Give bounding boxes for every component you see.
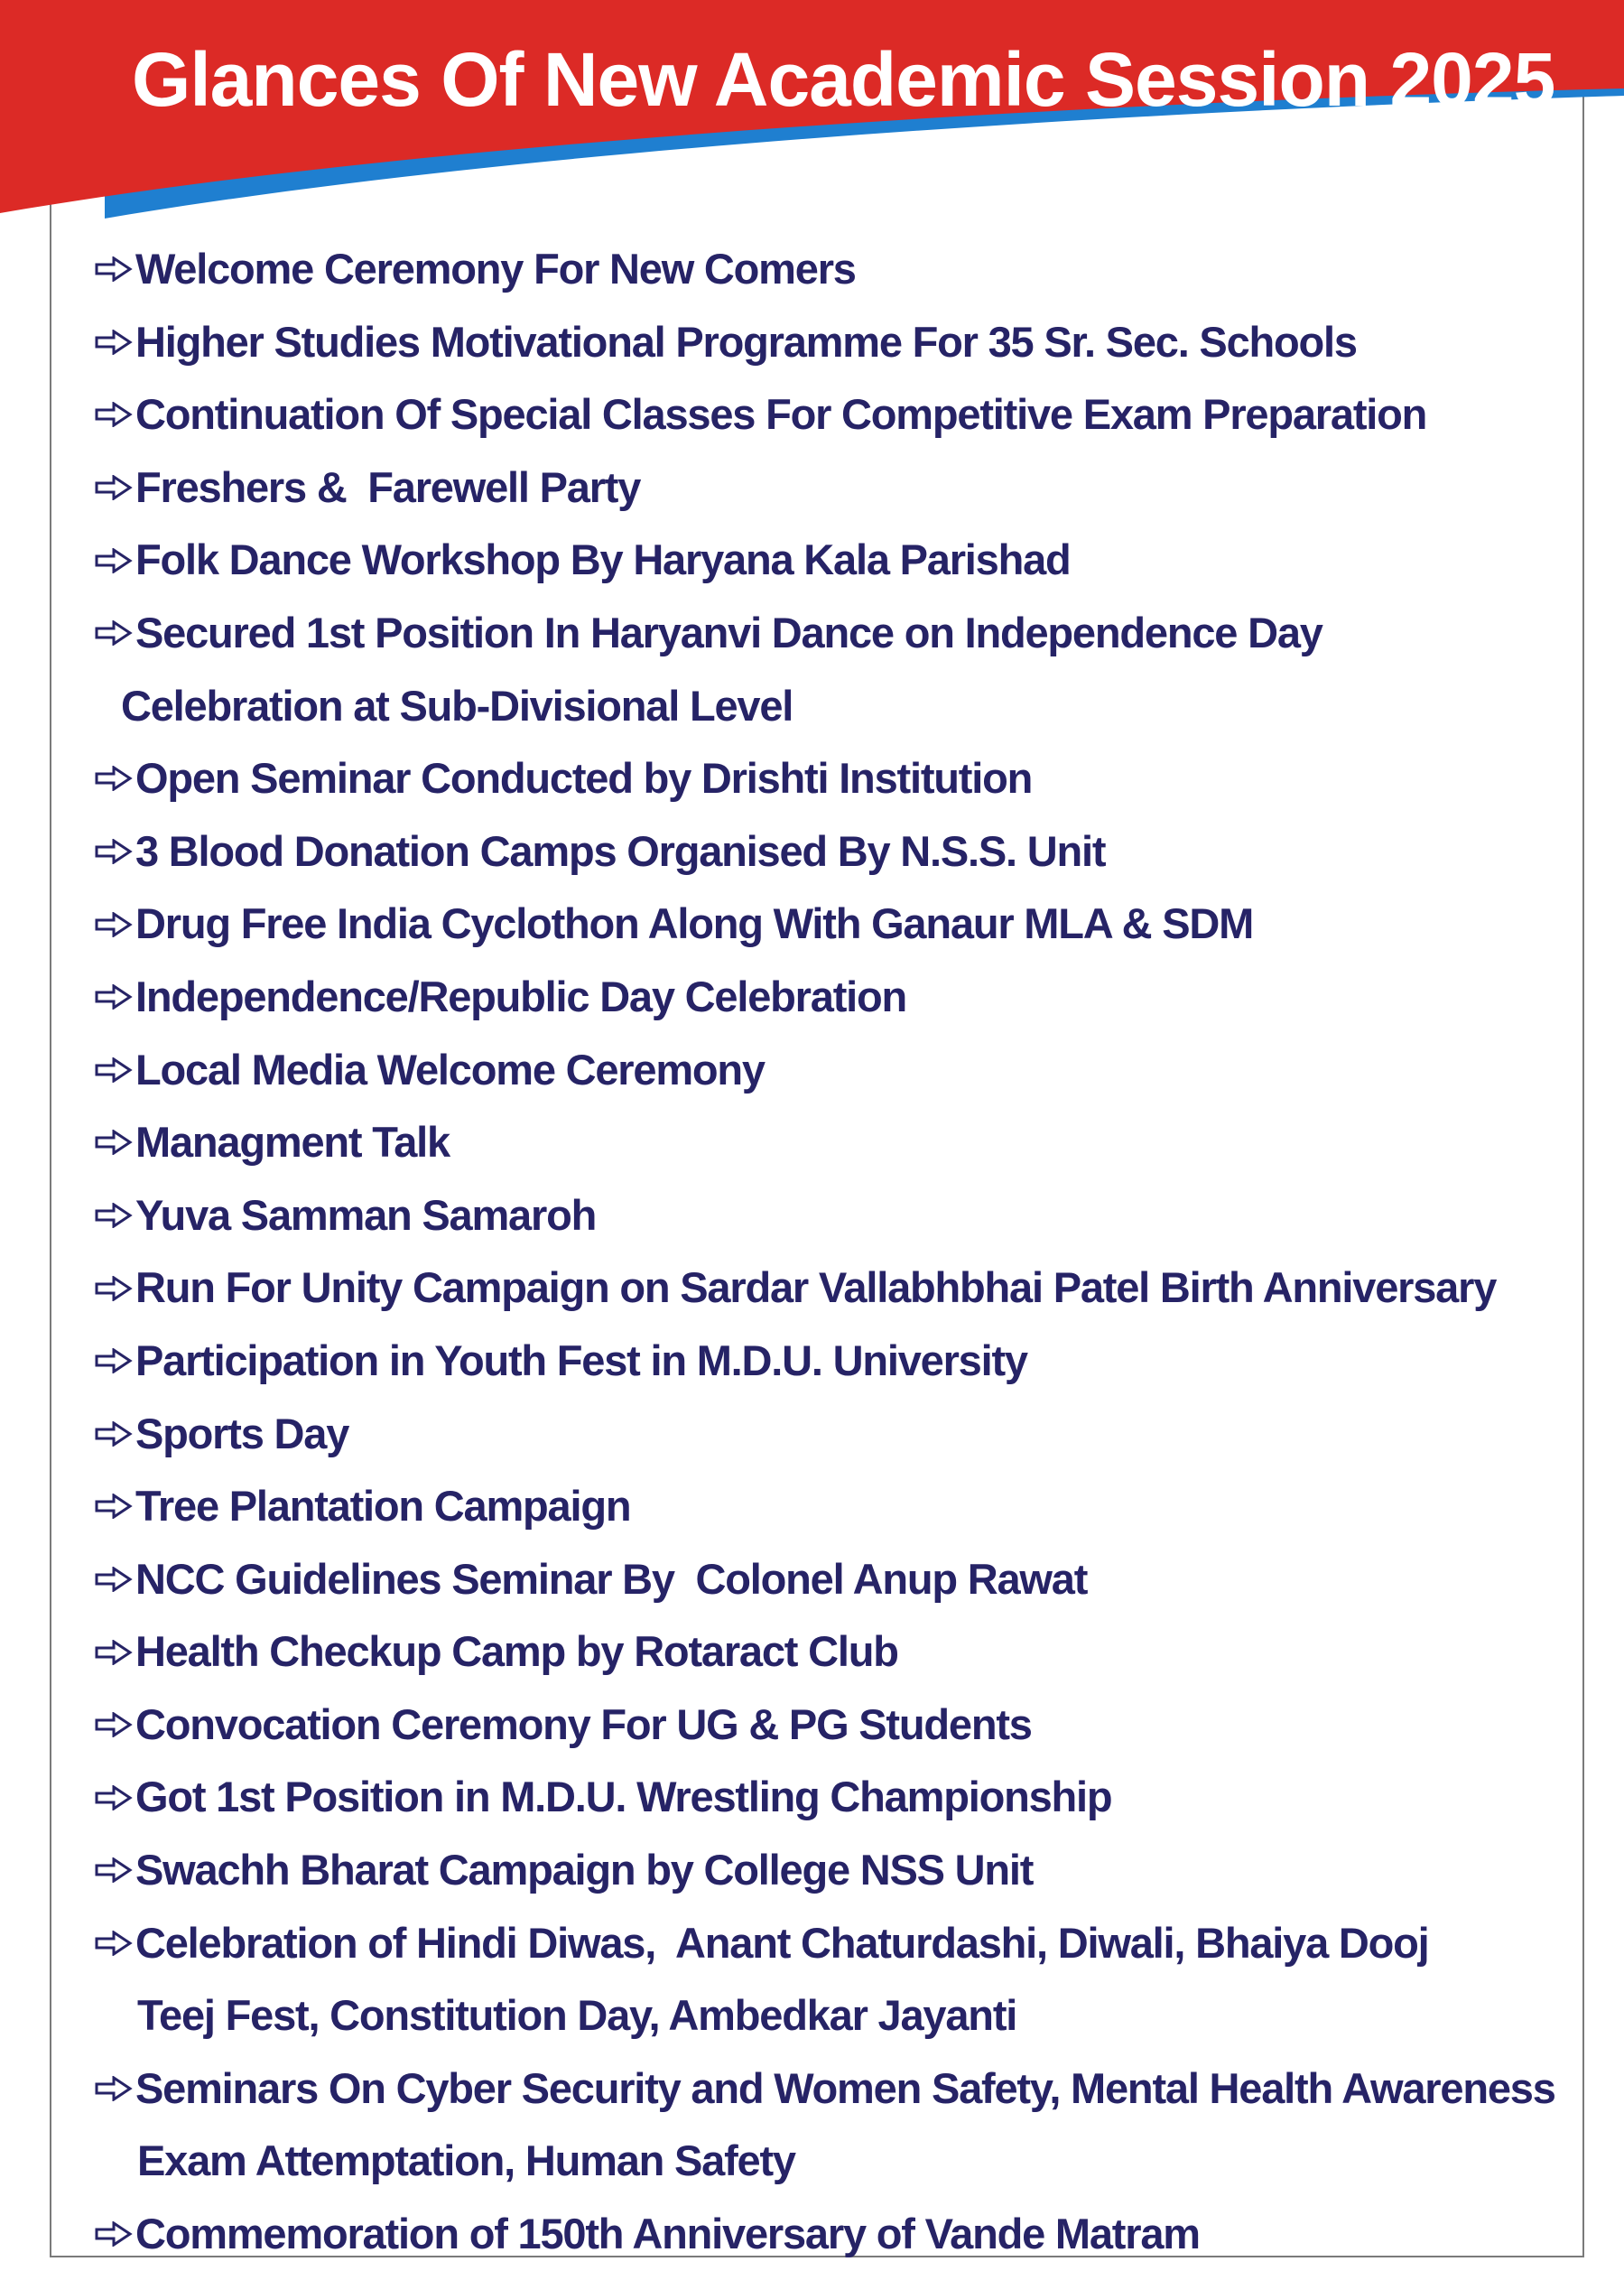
outline-right-arrow-icon xyxy=(94,2221,134,2247)
list-item xyxy=(94,1543,1556,1616)
outline-right-arrow-icon xyxy=(94,1567,134,1592)
list-item xyxy=(94,1689,1556,1762)
list-item-text: Swachh Bharat Campaign by College NSS Unit xyxy=(135,1846,1034,1894)
list-item xyxy=(94,1470,1556,1543)
list-item-text: Open Seminar Conducted by Drishti Institution xyxy=(135,754,1033,803)
list-item xyxy=(94,1106,1556,1179)
outline-right-arrow-icon xyxy=(94,839,134,864)
list-item xyxy=(94,888,1556,961)
list-item xyxy=(94,1034,1556,1107)
list-item xyxy=(94,2052,1556,2126)
list-item-text: Independence/Republic Day Celebration xyxy=(135,972,907,1020)
list-item xyxy=(94,1252,1556,1325)
outline-right-arrow-icon xyxy=(94,2076,134,2101)
list-item xyxy=(94,1761,1556,1834)
outline-right-arrow-icon xyxy=(94,620,134,646)
list-item xyxy=(94,378,1556,451)
list-item xyxy=(94,524,1556,597)
list-item xyxy=(94,1179,1556,1252)
outline-right-arrow-icon xyxy=(94,1057,134,1083)
outline-right-arrow-icon xyxy=(94,330,134,355)
list-item-text: Local Media Welcome Ceremony xyxy=(135,1045,765,1094)
outline-right-arrow-icon xyxy=(94,1931,134,1956)
outline-right-arrow-icon xyxy=(94,1421,134,1447)
list-item-text: Seminars On Cyber Security and Women Safety, Mental Health Awareness xyxy=(135,2063,1555,2112)
list-item-continuation xyxy=(94,1979,1556,2052)
outline-right-arrow-icon xyxy=(94,1712,134,1737)
list-item-text: Convocation Ceremony For UG & PG Students xyxy=(135,1699,1032,1748)
list-item-text: Drug Free India Cyclothon Along With Ganaur MLA & SDM xyxy=(135,899,1254,948)
outline-right-arrow-icon xyxy=(94,1276,134,1301)
outline-right-arrow-icon xyxy=(94,766,134,791)
list-item-text: NCC Guidelines Seminar By Colonel Anup Rawat xyxy=(135,1554,1088,1603)
list-item-text: Managment Talk xyxy=(135,1118,450,1167)
list-item xyxy=(94,742,1556,815)
list-item-text: Teej Fest, Constitution Day, Ambedkar Jayanti xyxy=(137,1991,1017,2040)
outline-right-arrow-icon xyxy=(94,1203,134,1228)
list-item xyxy=(94,961,1556,1034)
outline-right-arrow-icon xyxy=(94,548,134,573)
list-item-text: Celebration at Sub-Divisional Level xyxy=(121,681,793,730)
list-item xyxy=(94,1325,1556,1398)
outline-right-arrow-icon xyxy=(94,1348,134,1373)
list-item-text: Tree Plantation Campaign xyxy=(135,1482,631,1531)
outline-right-arrow-icon xyxy=(94,475,134,500)
list-item xyxy=(94,233,1556,306)
list-item-continuation xyxy=(94,670,1556,743)
list-item-text: 3 Blood Donation Camps Organised By N.S.S. Unit xyxy=(135,826,1106,875)
list-item xyxy=(94,1907,1556,1980)
outline-right-arrow-icon xyxy=(94,256,134,282)
events-list xyxy=(94,233,1556,2271)
list-item-continuation xyxy=(94,2125,1556,2198)
outline-right-arrow-icon xyxy=(94,1494,134,1519)
list-item xyxy=(94,1834,1556,1907)
list-item xyxy=(94,306,1556,379)
list-item-text: Folk Dance Workshop By Haryana Kala Parishad xyxy=(135,535,1071,584)
list-item-text: Participation in Youth Fest in M.D.U. University xyxy=(135,1336,1027,1384)
list-item xyxy=(94,815,1556,889)
list-item xyxy=(94,597,1556,670)
list-item xyxy=(94,1398,1556,1471)
outline-right-arrow-icon xyxy=(94,1785,134,1810)
outline-right-arrow-icon xyxy=(94,984,134,1010)
outline-right-arrow-icon xyxy=(94,912,134,937)
list-item-text: Commemoration of 150th Anniversary of Vande Matram xyxy=(135,2210,1200,2258)
list-item-text: Health Checkup Camp by Rotaract Club xyxy=(135,1627,898,1676)
list-item xyxy=(94,1615,1556,1689)
list-item-text: Celebration of Hindi Diwas, Anant Chaturdashi, Diwali, Bhaiya Dooj xyxy=(135,1918,1429,1967)
list-item-text: Secured 1st Position In Haryanvi Dance on Independence Day xyxy=(135,608,1322,656)
list-item xyxy=(94,451,1556,525)
list-item xyxy=(94,2198,1556,2271)
list-item-text: Higher Studies Motivational Programme For 35 Sr. Sec. Schools xyxy=(135,317,1357,366)
outline-right-arrow-icon xyxy=(94,1130,134,1155)
outline-right-arrow-icon xyxy=(94,402,134,427)
outline-right-arrow-icon xyxy=(94,1640,134,1665)
list-item-text: Welcome Ceremony For New Comers xyxy=(135,245,856,293)
list-item-text: Continuation Of Special Classes For Competitive Exam Preparation xyxy=(135,390,1427,439)
outline-right-arrow-icon xyxy=(94,1857,134,1883)
list-item-text: Yuva Samman Samaroh xyxy=(135,1190,597,1239)
list-item-text: Run For Unity Campaign on Sardar Vallabhbhai Patel Birth Anniversary xyxy=(135,1263,1497,1312)
list-item-text: Exam Attemptation, Human Safety xyxy=(137,2136,795,2185)
list-item-text: Sports Day xyxy=(135,1409,349,1457)
list-item-text: Got 1st Position in M.D.U. Wrestling Championship xyxy=(135,1773,1112,1821)
page-title: Glances Of New Academic Session 2025 xyxy=(132,37,1555,122)
list-item-text: Freshers & Farewell Party xyxy=(135,462,641,511)
